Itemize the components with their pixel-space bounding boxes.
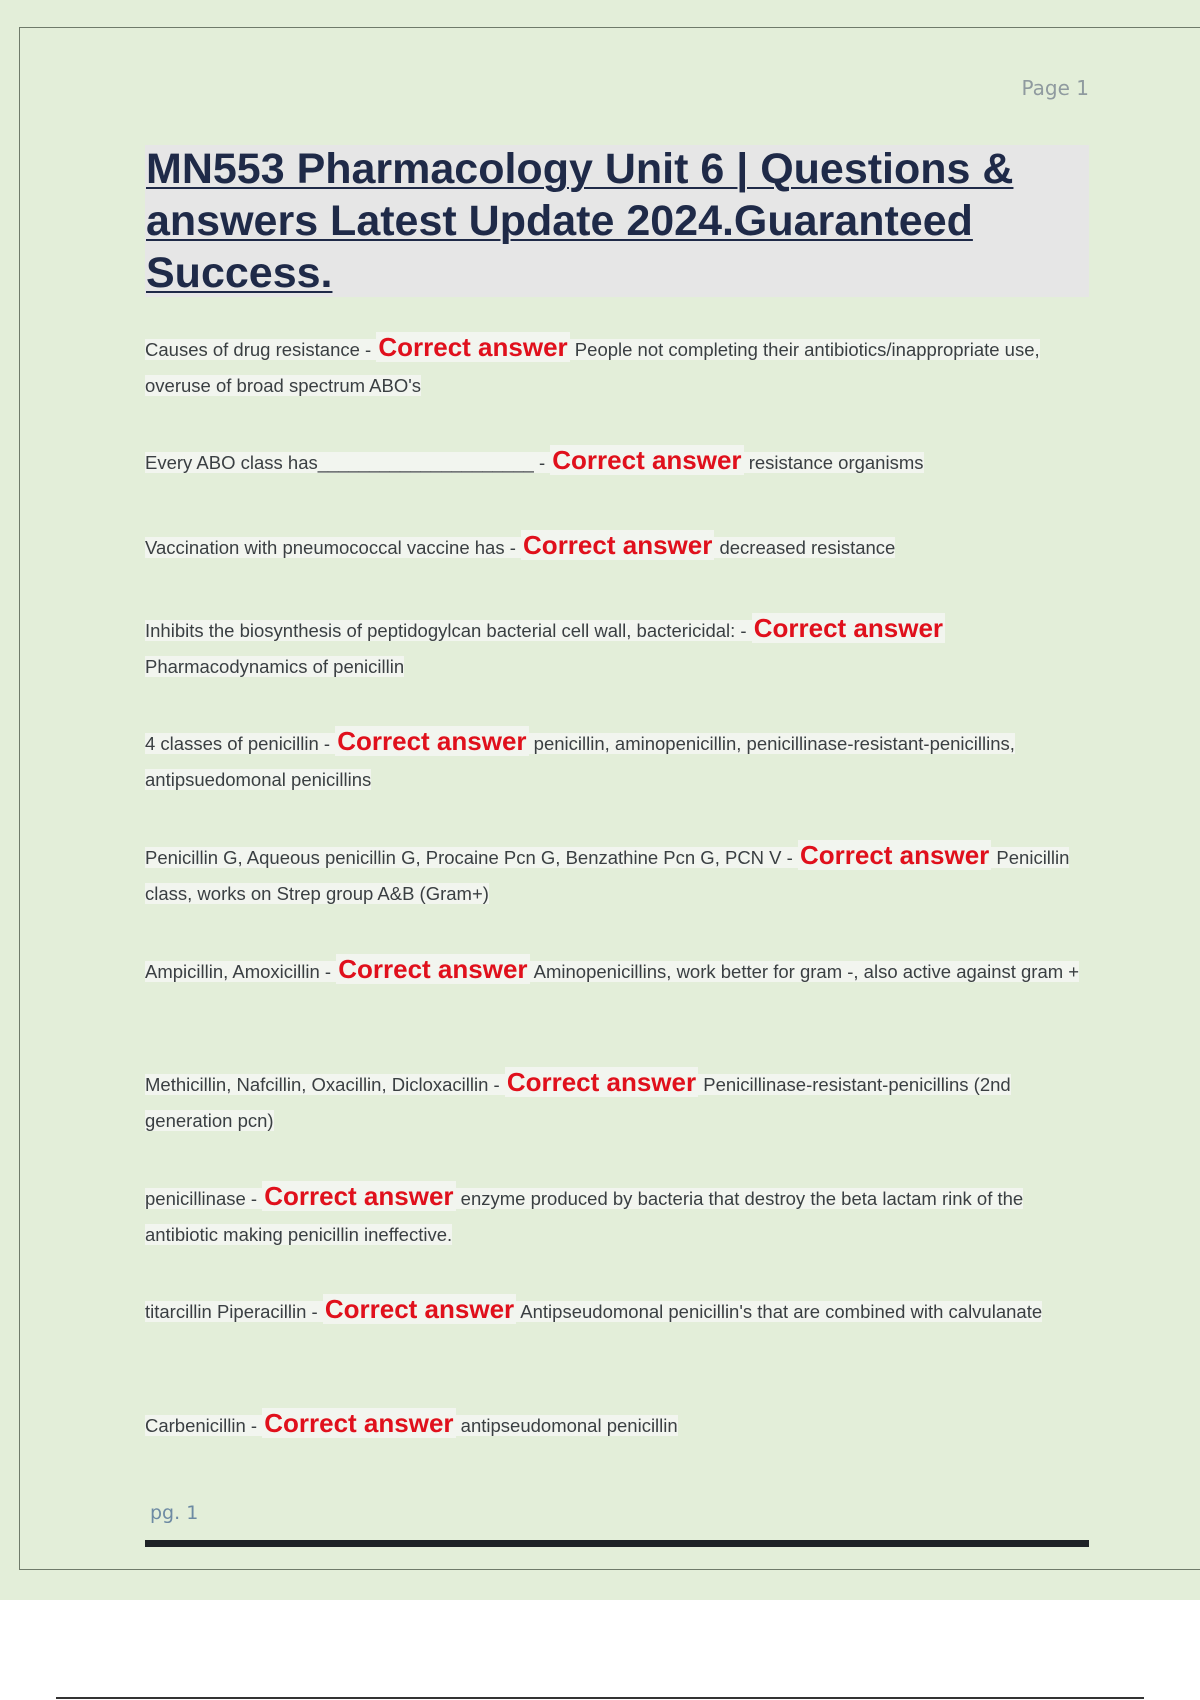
qa-question: Penicillin G, Aqueous penicillin G, Procaine Pcn G, Benzathine Pcn G, PCN V - [145, 847, 798, 868]
qa-answer: penicillin, aminopenicillin, penicillinase-resistant-penicillins, antipsuedomonal penicillins [145, 733, 1015, 790]
correct-answer-marker: Correct answer [799, 840, 990, 870]
page-number: Page 1 [1021, 76, 1089, 100]
correct-answer-marker: Correct answer [264, 1408, 454, 1438]
correct-answer-marker: Correct answer [324, 1294, 515, 1324]
footer-rule [145, 1540, 1089, 1547]
qa-answer: Pharmacodynamics of penicillin [145, 656, 405, 677]
qa-item [145, 837, 1090, 912]
qa-answer: antipseudomonal penicillin [455, 1415, 678, 1436]
qa-question: Every ABO class has_____________________ - [145, 452, 551, 473]
correct-answer-marker: Correct answer [523, 530, 713, 560]
qa-question: Carbenicillin - [145, 1415, 263, 1436]
qa-item [145, 610, 1090, 685]
qa-answer: resistance organisms [743, 452, 924, 473]
qa-question: 4 classes of penicillin - [145, 733, 336, 754]
correct-answer-marker: Correct answer [753, 613, 944, 643]
qa-answer: enzyme produced by bacteria that destroy the beta lactam rink of the antibiotic making penicillin ineffective. [145, 1188, 1024, 1245]
qa-item [145, 1291, 1090, 1330]
qa-item [145, 1405, 1090, 1444]
qa-answer: Penicillin class, works on Strep group A&B (Gram+) [145, 847, 1070, 904]
correct-answer-marker: Correct answer [337, 726, 527, 756]
bottom-rule [56, 1697, 1144, 1699]
qa-question: Ampicillin, Amoxicillin - [145, 961, 337, 982]
qa-answer: Penicillinase-resistant-penicillins (2nd generation pcn) [145, 1074, 1011, 1131]
correct-answer-marker: Correct answer [552, 445, 742, 475]
correct-answer-marker: Correct answer [264, 1181, 454, 1211]
qa-answer: decreased resistance [714, 537, 896, 558]
qa-item [145, 1178, 1090, 1253]
qa-question: titarcillin Piperacillin - [145, 1301, 323, 1322]
qa-question: Inhibits the biosynthesis of peptidogylcan bacterial cell wall, bactericidal: - [145, 620, 752, 641]
qa-answer: Aminopenicillins, work better for gram -, also active against gram + [529, 961, 1080, 982]
qa-answer: People not completing their antibiotics/inappropriate use, overuse of broad spectrum ABO's [145, 339, 1040, 396]
document-title: MN553 Pharmacology Unit 6 | Questions & answers Latest Update 2024.Guaranteed Success. [146, 145, 1014, 297]
correct-answer-marker: Correct answer [338, 954, 528, 984]
qa-question: Vaccination with pneumococcal vaccine has - [145, 537, 522, 558]
correct-answer-marker: Correct answer [506, 1067, 697, 1097]
qa-item [145, 527, 1090, 566]
correct-answer-marker: Correct answer [378, 332, 568, 362]
qa-question: Causes of drug resistance - [145, 339, 377, 360]
qa-item [145, 723, 1090, 798]
qa-question: penicillinase - [145, 1188, 263, 1209]
qa-item [145, 951, 1090, 990]
qa-item [145, 1064, 1090, 1139]
footer-page-label: pg. 1 [150, 1502, 199, 1524]
qa-question: Methicillin, Nafcillin, Oxacillin, Dicloxacillin - [145, 1074, 505, 1095]
qa-answer: Antipseudomonal penicillin's that are combined with calvulanate [516, 1301, 1043, 1322]
qa-item [145, 329, 1090, 404]
qa-item [145, 442, 1090, 481]
